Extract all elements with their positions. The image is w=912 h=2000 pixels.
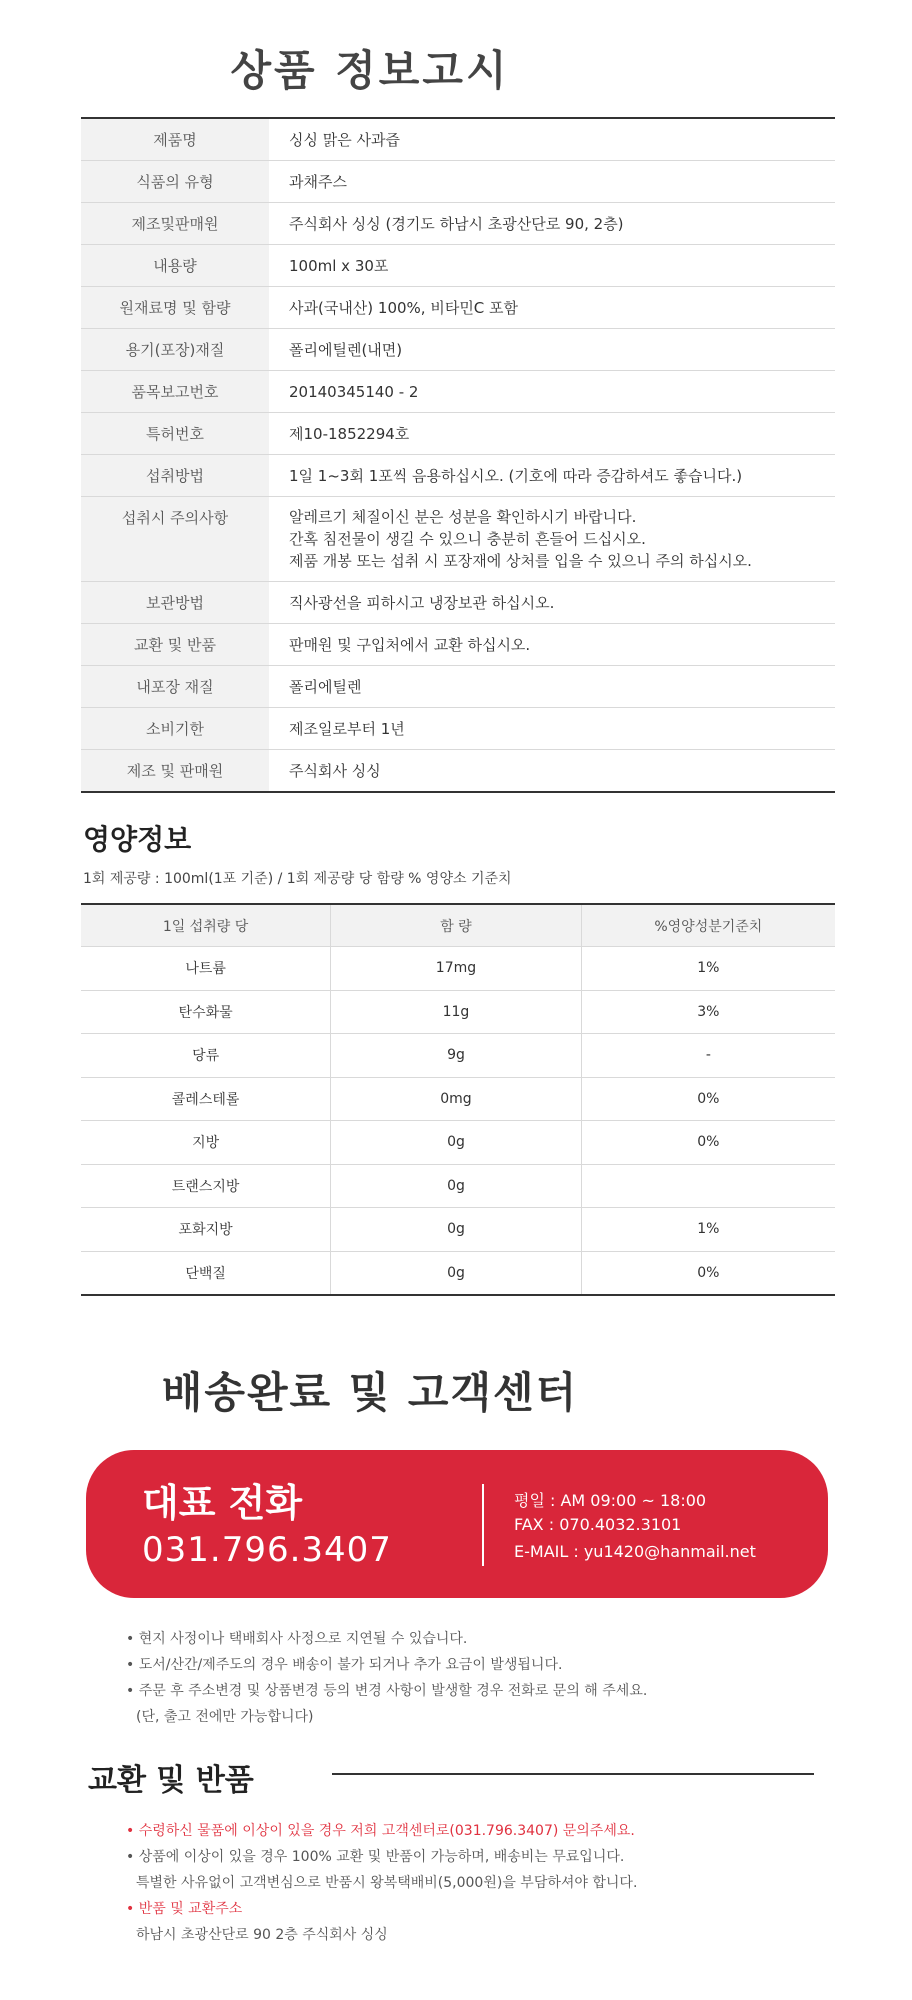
- exchange-address: 하남시 초광산단로 90 2층 주식회사 싱싱: [136, 1927, 388, 1943]
- nutrition-cell: 0%: [581, 1121, 835, 1165]
- info-row: [81, 750, 835, 791]
- info-row: [81, 413, 835, 455]
- info-value-line: 판매원 및 구입처에서 교환 하십시오.: [289, 636, 531, 654]
- nutrition-row: [81, 1164, 835, 1208]
- nutrition-cell: 나트륨: [81, 947, 331, 991]
- nutrition-cell: 단백질: [185, 1265, 226, 1282]
- contact-banner: [86, 1450, 828, 1598]
- info-key: 내용량: [81, 245, 269, 286]
- info-key: 제조및판매원: [81, 203, 269, 244]
- product-notice-title: 상품 정보고시: [230, 46, 510, 95]
- info-row: [81, 497, 835, 582]
- nutrition-cell: 0g: [331, 1251, 582, 1295]
- info-value-line: 싱싱 맑은 사과즙: [289, 131, 400, 149]
- info-value-line: 20140345140 - 2: [289, 382, 419, 401]
- nutrition-row: [81, 947, 835, 991]
- nutrition-cell: 0%: [581, 1077, 835, 1121]
- info-value: [269, 371, 418, 412]
- info-value: [269, 329, 402, 370]
- nutrition-header: %영양성분기준치: [581, 904, 835, 947]
- nutrition-row: [81, 1251, 835, 1295]
- nutrition-cell: -: [581, 1034, 835, 1078]
- info-row: [81, 582, 835, 624]
- delivery-title: 배송완료 및 고객센터: [161, 1368, 579, 1417]
- info-value: [269, 413, 409, 454]
- nutrition-cell: 당류: [81, 1034, 331, 1078]
- nutrition-note: 1회 제공량 : 100ml(1포 기준) / 1회 제공량 당 함량 % 영양소 기준치: [83, 871, 512, 887]
- info-value: [269, 708, 405, 749]
- nutrition-row: [81, 1034, 835, 1078]
- info-value-line: 제10-1852294호: [289, 425, 410, 443]
- info-row: [81, 287, 835, 329]
- info-row: [81, 329, 835, 371]
- info-row: [81, 455, 835, 497]
- nutrition-cell: 콜레스테롤: [81, 1077, 331, 1121]
- info-value: [269, 203, 624, 244]
- product-info-table: [81, 117, 835, 793]
- exchange-notes: [126, 1818, 637, 1948]
- info-key: 식품의 유형: [81, 161, 269, 202]
- info-row: [81, 203, 835, 245]
- info-value: [269, 245, 388, 286]
- info-value-line: 직사광선을 피하시고 냉장보관 하십시오.: [289, 594, 555, 612]
- contact-email[interactable]: E-MAIL : yu1420@hanmail.net: [514, 1542, 756, 1561]
- nutrition-cell: [581, 1164, 835, 1208]
- delivery-note: • 주문 후 주소변경 및 상품변경 등의 변경 사항이 발생할 경우 전화로 문의 해 주세요.: [126, 1683, 648, 1699]
- nutrition-cell: 11g: [331, 990, 582, 1034]
- nutrition-row: [81, 1077, 835, 1121]
- delivery-note: (단, 출고 전에만 가능합니다): [136, 1709, 314, 1725]
- info-value: [269, 119, 400, 160]
- info-row: [81, 666, 835, 708]
- info-key: 보관방법: [81, 582, 269, 623]
- nutrition-cell: 탄수화물: [81, 990, 331, 1034]
- nutrition-cell: 포화지방: [81, 1208, 331, 1252]
- info-key: 제품명: [81, 119, 269, 160]
- info-key: 제조 및 판매원: [81, 750, 269, 791]
- info-key: 섭취방법: [81, 455, 269, 496]
- delivery-note: • 도서/산간/제주도의 경우 배송이 불가 되거나 추가 요금이 발생됩니다.: [126, 1657, 563, 1673]
- nutrition-cell: 0%: [581, 1251, 835, 1295]
- info-value-line: 제품 개봉 또는 섭취 시 포장재에 상처를 입을 수 있으니 주의 하십시오.: [289, 552, 752, 570]
- rep-phone-label: 대표 전화: [142, 1481, 303, 1525]
- info-value: [269, 750, 381, 791]
- nutrition-cell: 0g: [331, 1121, 582, 1165]
- banner-divider: [482, 1484, 484, 1566]
- nutrition-header: 1일 섭취량 당: [81, 904, 331, 947]
- nutrition-cell: 0mg: [331, 1077, 582, 1121]
- info-key: 섭취시 주의사항: [81, 497, 269, 581]
- info-value-line: 100ml x 30포: [289, 257, 389, 275]
- exchange-line: • 상품에 이상이 있을 경우 100% 교환 및 반품이 가능하며, 배송비는 무료입니다.: [126, 1849, 625, 1865]
- nutrition-row: [81, 1208, 835, 1252]
- info-row: [81, 161, 835, 203]
- info-key: 내포장 재질: [81, 666, 269, 707]
- nutrition-header: 함 량: [331, 904, 582, 947]
- nutrition-cell: 17mg: [331, 947, 582, 991]
- exchange-line: 특별한 사유없이 고객변심으로 반품시 왕복택배비(5,000원)을 부담하셔야 합니다.: [136, 1875, 638, 1891]
- info-value: [269, 161, 347, 202]
- info-value: [269, 455, 742, 496]
- info-value-line: 제조일로부터 1년: [289, 720, 405, 738]
- info-row: [81, 624, 835, 666]
- info-key: 소비기한: [81, 708, 269, 749]
- info-value-line: 알레르기 체질이신 분은 성분을 확인하시기 바랍니다.: [289, 508, 637, 526]
- nutrition-cell: 트랜스지방: [81, 1164, 331, 1208]
- nutrition-cell: 지방: [81, 1121, 331, 1165]
- exchange-line: • 반품 및 교환주소: [126, 1901, 243, 1917]
- info-row: [81, 708, 835, 750]
- info-row: [81, 245, 835, 287]
- exchange-title: 교환 및 반품: [88, 1763, 254, 1798]
- contact-hours: 평일 : AM 09:00 ~ 18:00: [514, 1491, 707, 1510]
- info-value: [269, 497, 752, 581]
- info-value-line: 주식회사 싱싱 (경기도 하남시 초광산단로 90, 2층): [289, 215, 624, 233]
- delivery-notes: [126, 1626, 647, 1730]
- info-row: [81, 371, 835, 413]
- info-key: 용기(포장)재질: [81, 329, 269, 370]
- nutrition-cell: 1%: [581, 1208, 835, 1252]
- info-key: 품목보고번호: [81, 371, 269, 412]
- nutrition-row: [81, 990, 835, 1034]
- info-key: 교환 및 반품: [81, 624, 269, 665]
- delivery-note: • 현지 사정이나 택배회사 사정으로 지연될 수 있습니다.: [126, 1631, 468, 1647]
- info-key: 특허번호: [81, 413, 269, 454]
- contact-fax: FAX : 070.4032.3101: [514, 1515, 682, 1534]
- info-value-line: 사과(국내산) 100%, 비타민C 포함: [289, 299, 519, 317]
- info-value-line: 간혹 침전물이 생길 수 있으니 충분히 흔들어 드십시오.: [289, 530, 646, 548]
- nutrition-cell: 3%: [581, 990, 835, 1034]
- nutrition-table: [81, 903, 835, 1296]
- nutrition-cell: 1%: [581, 947, 835, 991]
- info-key: 원재료명 및 함량: [81, 287, 269, 328]
- info-value-line: 1일 1~3회 1포씩 음용하십시오. (기호에 따라 증감하셔도 좋습니다.): [289, 467, 743, 485]
- info-value: [269, 582, 554, 623]
- nutrition-row: [81, 1121, 835, 1165]
- nutrition-cell: 9g: [331, 1034, 582, 1078]
- info-value: [269, 666, 361, 707]
- exchange-divider: [332, 1773, 814, 1775]
- info-value-line: 폴리에틸렌: [289, 678, 362, 696]
- info-value-line: 주식회사 싱싱: [289, 762, 381, 780]
- rep-phone-number[interactable]: 031.796.3407: [142, 1530, 392, 1570]
- nutrition-cell: 0g: [331, 1164, 582, 1208]
- exchange-line: • 수령하신 물품에 이상이 있을 경우 저희 고객센터로(031.796.3407) 문의주세요.: [126, 1823, 635, 1839]
- info-value-line: 폴리에틸렌(내면): [289, 341, 403, 359]
- info-row: [81, 119, 835, 161]
- nutrition-title: 영양정보: [83, 823, 192, 856]
- info-value: [269, 287, 518, 328]
- info-value: [269, 624, 530, 665]
- nutrition-cell: 0g: [331, 1208, 582, 1252]
- info-value-line: 과채주스: [289, 173, 347, 191]
